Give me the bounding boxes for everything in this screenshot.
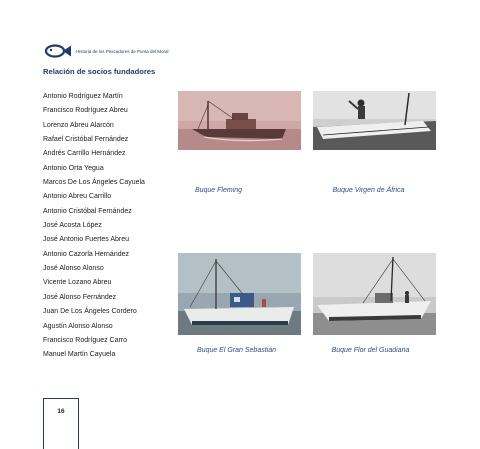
member-name: José Acosta López xyxy=(43,222,102,230)
page-number-box xyxy=(43,398,79,449)
member-name: Andrés Carrillo Hernández xyxy=(43,150,126,158)
member-name: Manuel Martín Cayuela xyxy=(43,351,116,359)
member-name: Antonio Rodríguez Martín xyxy=(43,93,123,100)
boat-photo-fleming xyxy=(178,91,301,150)
photo-caption: Buque Fleming xyxy=(194,187,243,194)
member-name: Vicente Lozano Abreu xyxy=(43,279,112,287)
member-name: Antonio Abreu Carrillo xyxy=(43,193,112,201)
member-name: Lorenzo Abreu Alarcón xyxy=(43,121,114,129)
photo-caption: Buque Flor del Guadiana xyxy=(331,347,410,354)
boat-photo-virgen-de-africa xyxy=(313,91,436,150)
member-name: Francisco Rodríguez Carro xyxy=(43,336,128,344)
page-number: 16 xyxy=(57,408,65,415)
member-name: Antonio Cazorla Hernández xyxy=(43,250,129,258)
member-name: Antonio Cristóbal Fernández xyxy=(43,207,132,215)
member-name: Francisco Rodríguez Abreu xyxy=(43,107,128,115)
member-name: Antonio Orta Yegua xyxy=(43,164,104,172)
founding-members-list xyxy=(43,91,173,364)
member-name: Marcos De Los Ángeles Cayuela xyxy=(43,179,145,187)
header-title: Historia de los Pescadores de Punta del Moral xyxy=(76,48,169,54)
member-name: Juan De Los Ángeles Cordero xyxy=(43,308,137,316)
fish-icon xyxy=(44,44,72,58)
member-name: José Alonso Fernández xyxy=(43,293,117,301)
member-name: José Antonio Fuertes Abreu xyxy=(43,236,129,244)
section-title: Relación de socios fundadores xyxy=(43,67,156,76)
photo-caption: Buque El Gran Sebastián xyxy=(197,347,276,354)
member-name: Rafael Cristóbal Fernández xyxy=(43,136,129,144)
boat-photo-flor-del-guadiana xyxy=(313,253,436,335)
page-header xyxy=(44,42,169,60)
photo-caption: Buque Virgen de África xyxy=(332,187,405,194)
boat-photo-el-gran-sebastian xyxy=(178,253,301,335)
member-name: Agustín Alonso Alonso xyxy=(43,322,113,330)
member-name: José Alonso Alonso xyxy=(43,265,104,273)
